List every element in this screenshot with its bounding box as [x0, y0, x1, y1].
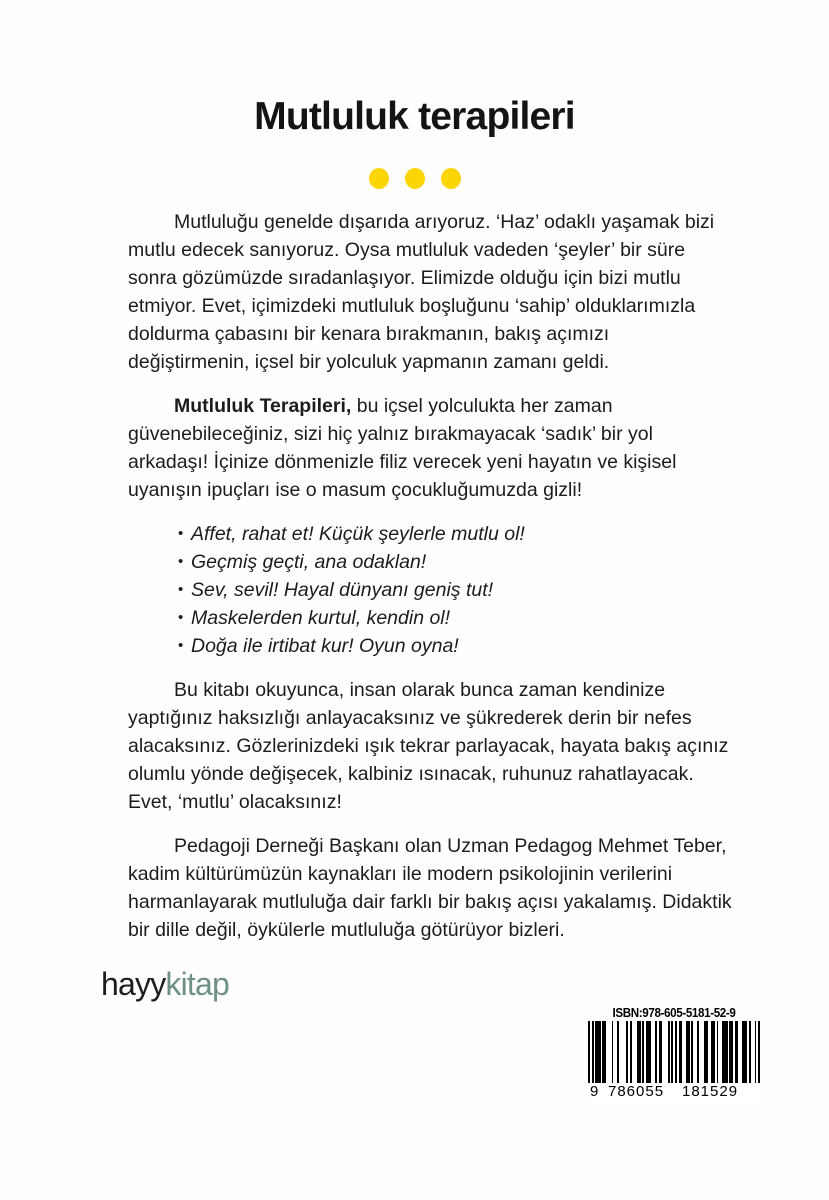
- blurb-bullet-list: [128, 520, 732, 660]
- blurb-body: [128, 208, 732, 960]
- list-item: • Geçmiş geçti, ana odaklan!: [178, 548, 732, 576]
- page-title: Mutluluk terapileri: [254, 95, 575, 138]
- ornament-dot: [441, 168, 461, 189]
- blurb-paragraph-1: Mutluluğu genelde dışarıda arıyoruz. ‘Haz’ odaklı yaşamak bizi mutlu edecek sanıyoruz. Oysa mutluluk vadeden ‘şeyler’ bir süre sonra gözümüzde sıradanlaşıyor. Elimizde olduğu için bizi mutlu etmiyor. Evet, içimizdeki mutluluk boşluğunu ‘sahip’ olduklarımızla doldurma çabasını bir kenara bırakmanın, bakış açımızı değiştirmenin, içsel bir yolculuk yapmanın zamanı geldi.: [128, 211, 715, 373]
- ornament-dot: [369, 168, 389, 189]
- publisher-logo-kitap: kitap: [165, 966, 230, 1002]
- publisher-logo-hayy: hayy: [101, 966, 166, 1002]
- barcode-digit-group-middle: 786055: [608, 1083, 665, 1100]
- blurb-paragraph-2: [128, 392, 732, 504]
- ornament-dot: [405, 168, 425, 189]
- isbn-label: ISBN:978-605-5181-52-9: [612, 1006, 736, 1020]
- list-item: • Affet, rahat et! Küçük şeylerle mutlu ol!: [178, 520, 732, 548]
- blurb-lead-in: Mutluluk Terapileri,: [174, 395, 352, 417]
- blurb-paragraph-3: Bu kitabı okuyunca, insan olarak bunca zaman kendinize yaptığınız haksızlığı anlayacaksınız ve şükrederek derin bir nefes alacaksınız. Gözlerinizdeki ışık tekrar parlayacak, hayata bakış açınız olumlu yönde değişecek, kalbiniz ısınacak, ruhunuz rahatlayacak. Evet, ‘mutlu’ olacaksınız!: [128, 679, 729, 813]
- barcode-digit-group-right: 181529: [682, 1083, 739, 1100]
- title-block: [0, 96, 829, 139]
- barcode-digit-group-left: 9: [590, 1083, 600, 1100]
- blurb-paragraph-4: Pedagoji Derneği Başkanı olan Uzman Pedagog Mehmet Teber, kadim kültürümüzün kaynakları ile modern psikolojinin verilerini harmanlayarak mutluluğa dair farklı bir bakış açısı yakalamış. Didaktik bir dille değil, öykülerle mutluluğa götürüyor bizleri.: [128, 835, 732, 941]
- list-item: • Doğa ile irtibat kur! Oyun oyna!: [178, 632, 732, 660]
- publisher-logo: [101, 968, 229, 1000]
- blurb-paragraph-2-rest: bu içsel yolculukta her zaman güvenebileceğiniz, sizi hiç yalnız bırakmayacak ‘sadık’ bir yol arkadaşı! İçinize dönmenizle filiz verecek yeni hayatın ve kişisel uyanışın ipuçları ise o masum çocukluğumuzda gizli!: [128, 395, 677, 501]
- ornament-dots: [0, 168, 829, 189]
- barcode-block: [588, 1006, 760, 1101]
- list-item: • Sev, sevil! Hayal dünyanı geniş tut!: [178, 576, 732, 604]
- barcode-digits: [588, 1083, 760, 1101]
- list-item: • Maskelerden kurtul, kendin ol!: [178, 604, 732, 632]
